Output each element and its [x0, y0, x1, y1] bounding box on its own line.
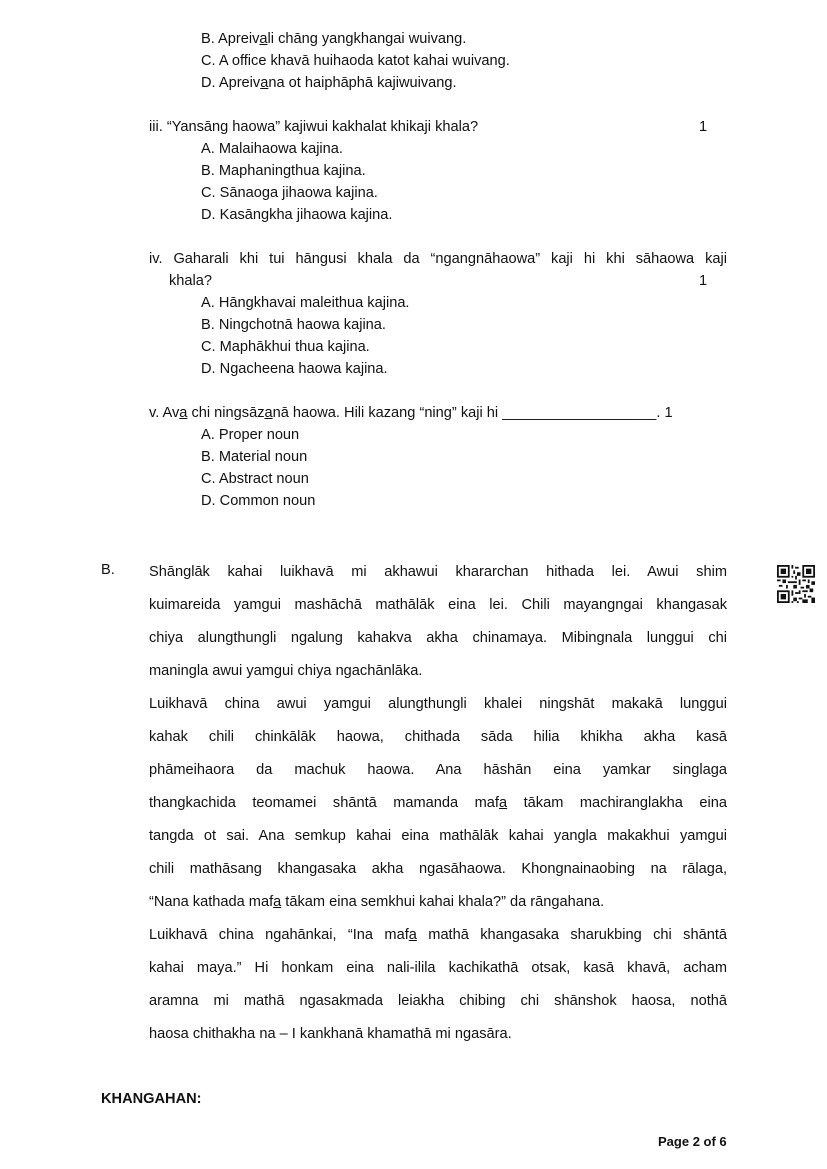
page-number: 2 [692, 1134, 700, 1149]
question-v-option-b: B. Material noun [201, 449, 308, 465]
underlined-letter: a [498, 795, 508, 811]
passage-line: kahai maya.” Hi honkam eina nali-ilila kachikathā otsak, kasā khavā, acham [149, 960, 727, 976]
passage-line: chiya alungthungli ngalung kahakva akha chinamaya. Mibingnala lunggui chi [149, 630, 727, 646]
question-iii-option-d: D. Kasāngkha jihaowa kajina. [201, 207, 393, 223]
page-label: Page [658, 1134, 693, 1149]
passage-line: phāmeihaora da machuk haowa. Ana hāshān eina yamkar singlaga [149, 762, 727, 778]
passage-line: kuimareida yamgui mashāchā mathālāk eina lei. Chili mayangngai khangasak [149, 597, 727, 613]
passage-line: chili mathāsang khangasaka akha ngasāhaowa. Khongnainaobing na rālaga, [149, 861, 727, 877]
question-iii-text: iii. “Yansāng haowa” kajiwui kakhalat khikaji khala? [149, 119, 479, 135]
passage-line: Shānglāk kahai luikhavā mi akhawui khararchan hithada lei. Awui shim [149, 564, 727, 580]
question-v-text-part3: nā haowa. Hili kazang “ning” kaji hi ___________________. 1 [272, 405, 673, 421]
question-iii-option-b: B. Maphaningthua kajina. [201, 163, 366, 179]
question-ii-option [201, 75, 457, 91]
question-v-underlined-a2: a [264, 405, 273, 421]
question-ii-option [201, 31, 466, 47]
question-ii-option [201, 53, 510, 69]
question-v-text-part2: chi ningsāz [187, 405, 265, 421]
option-text: C. A office khavā huihaoda katot kahai wuivang. [201, 53, 510, 69]
passage-line: kahak chili chinkālāk haowa, chithada sāda hilia khikha akha kasā [149, 729, 727, 745]
question-iii-option-a: A. Malaihaowa kajina. [201, 141, 343, 157]
passage-line: maningla awui yamgui chiya ngachānlāka. [149, 663, 423, 679]
option-text: B. Apreiv [201, 31, 260, 47]
question-iv-option-b: B. Ningchotnā haowa kajina. [201, 317, 386, 333]
question-v-text [149, 405, 673, 421]
qr-code-icon [777, 564, 815, 604]
passage-line: aramna mi mathā ngasakmada leiakha chibing chi shānshok haosa, nothā [149, 993, 727, 1009]
passage-line: Luikhavā china ngahānkai, “Ina mafa mathā khangasaka sharukbing chi shāntā [149, 927, 727, 943]
passage-line: “Nana kathada mafa tākam eina semkhui kahai khala?” da rāngahana. [149, 894, 605, 910]
question-iv-option-d: D. Ngacheena haowa kajina. [201, 361, 388, 377]
question-iv-text-line2: khala? [169, 273, 213, 289]
question-v-underlined-a1: a [179, 405, 188, 421]
khangahan-heading: KHANGAHAN: [101, 1091, 202, 1107]
question-v-text-part1: v. Av [149, 405, 180, 421]
question-v-option-a: A. Proper noun [201, 427, 300, 443]
question-iv-text-line1: iv. Gaharali khi tui hāngusi khala da “ngangnāhaowa” kaji hi khi sāhaowa kaji [149, 251, 727, 267]
underlined-letter: a [259, 31, 268, 47]
underlined-letter: a [408, 927, 417, 943]
question-iv-option-c: C. Maphākhui thua kajina. [201, 339, 370, 355]
passage-line: thangkachida teomamei shāntā mamanda mafa tākam machiranglakha eina [149, 795, 727, 811]
option-text: na ot haiphāphā kajiwuivang. [268, 75, 457, 91]
underlined-letter: a [273, 894, 282, 910]
underlined-letter: a [260, 75, 269, 91]
page-total: 6 [719, 1134, 727, 1149]
question-iv-option-a: A. Hāngkhavai maleithua kajina. [201, 295, 410, 311]
question-iv-mark: 1 [699, 273, 708, 289]
page-footer [658, 1134, 727, 1149]
section-b-label: B. [101, 562, 115, 578]
question-iii-option-c: C. Sānaoga jihaowa kajina. [201, 185, 378, 201]
question-v-option-d: D. Common noun [201, 493, 316, 509]
question-v-option-c: C. Abstract noun [201, 471, 309, 487]
passage-line: Luikhavā china awui yamgui alungthungli khalei ningshāt makakā lunggui [149, 696, 727, 712]
option-text: li chāng yangkhangai wuivang. [267, 31, 467, 47]
question-iii-mark: 1 [699, 119, 708, 135]
passage-line: tangda ot sai. Ana semkup kahai eina mathālāk kahai yangla makakhui yamgui [149, 828, 727, 844]
option-text: D. Apreiv [201, 75, 261, 91]
page-of: of [699, 1134, 720, 1149]
passage-line: haosa chithakha na – I kankhanā khamathā mi ngasāra. [149, 1026, 512, 1042]
